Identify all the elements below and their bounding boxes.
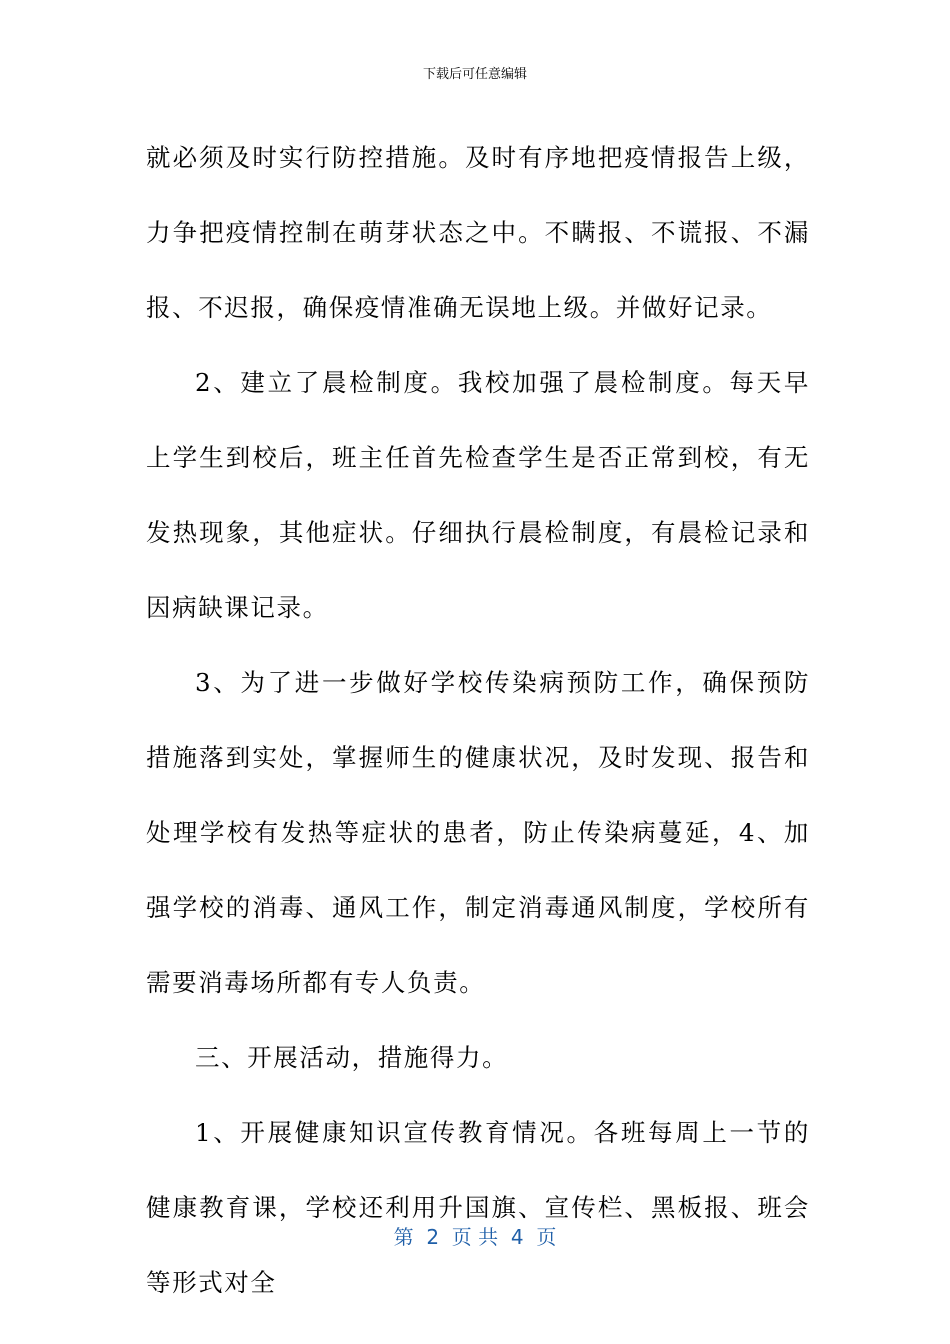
section-heading: 三、开展活动，措施得力。 xyxy=(195,1043,509,1072)
paragraph-4: 1、开展健康知识宣传教育情况。各班每周上一节的健康教育课，学校还利用升国旗、宣传栏、黑板报、班会等形式对全 xyxy=(146,1118,810,1297)
page-header: 下载后可任意编辑 xyxy=(422,67,527,82)
document-body xyxy=(146,120,810,1320)
paragraph-2: 2、建立了晨检制度。我校加强了晨检制度。每天早上学生到校后，班主任首先检查学生是否正常到校，有无发热现象，其他症状。仔细执行晨检制度，有晨检记录和因病缺课记录。 xyxy=(146,368,810,622)
paragraph-1: 就必须及时实行防控措施。及时有序地把疫情报告上级，力争把疫情控制在萌芽状态之中。不瞒报、不谎报、不漏报、不迟报，确保疫情准确无误地上级。并做好记录。 xyxy=(146,143,810,322)
page-number-footer: 第 2 页 共 4 页 xyxy=(393,1225,557,1249)
paragraph-3: 3、为了进一步做好学校传染病预防工作，确保预防措施落到实处，掌握师生的健康状况，及时发现、报告和处理学校有发热等症状的患者，防止传染病蔓延，4、加强学校的消毒、通风工作，制定消毒通风制度，学校所有需要消毒场所都有专人负责。 xyxy=(146,668,810,997)
